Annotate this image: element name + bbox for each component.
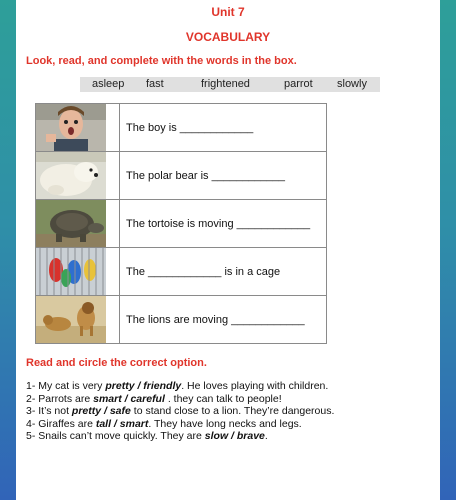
section-title: VOCABULARY	[185, 30, 271, 44]
table-row	[36, 296, 327, 344]
image-cell	[36, 104, 120, 152]
word-box-item: fast	[146, 78, 164, 90]
table-row	[36, 104, 327, 152]
exercise2-instruction: Read and circle the correct option.	[26, 357, 207, 369]
word-box-item: slowly	[337, 78, 367, 90]
image-cell	[36, 200, 120, 248]
unit-title: Unit 7	[211, 5, 245, 19]
list-item: 3- It’s not pretty / safe to stand close to a lion. They’re dangerous.	[26, 405, 335, 418]
table-row	[36, 200, 327, 248]
answer-options: tall / smart	[95, 417, 149, 430]
sentence-cell: The ____________ is in a cage	[120, 248, 327, 296]
answer-options: slow / brave	[204, 430, 265, 443]
answer-options: smart / careful	[93, 392, 165, 405]
list-item: 4- Giraffes are tall / smart. They have long necks and legs.	[26, 417, 302, 430]
sentence-cell: The polar bear is ____________	[120, 152, 327, 200]
tortoise-photo	[36, 200, 106, 247]
boy-photo	[36, 104, 106, 151]
table-row	[36, 248, 327, 296]
exercise1-instruction: Look, read, and complete with the words in the box.	[26, 55, 297, 67]
lions-photo	[36, 296, 106, 343]
word-box-item: parrot	[284, 78, 313, 90]
parrot-cage-photo	[36, 248, 106, 295]
word-box-item: frightened	[201, 78, 250, 90]
table-row	[36, 152, 327, 200]
exercise2-list	[26, 380, 334, 443]
answer-options: pretty / friendly	[105, 380, 182, 392]
list-item: 2- Parrots are smart / careful . they can talk to people!	[26, 392, 282, 405]
exercise1-table	[35, 103, 327, 344]
list-item: 5- Snails can’t move quickly. They are slow / brave.	[26, 430, 268, 443]
sentence-cell: The boy is ____________	[120, 104, 327, 152]
right-edge-band	[440, 0, 456, 500]
left-edge-band	[0, 0, 16, 500]
answer-options: pretty / safe	[71, 405, 131, 418]
image-cell	[36, 152, 120, 200]
image-cell	[36, 296, 120, 344]
sentence-cell: The tortoise is moving ____________	[120, 200, 327, 248]
list-item: 1- My cat is very pretty / friendly. He loves playing with children.	[26, 380, 329, 392]
word-box-item: asleep	[92, 78, 125, 90]
sentence-cell: The lions are moving ____________	[120, 296, 327, 344]
polar-bear-photo	[36, 152, 106, 199]
word-box	[80, 77, 380, 92]
image-cell	[36, 248, 120, 296]
